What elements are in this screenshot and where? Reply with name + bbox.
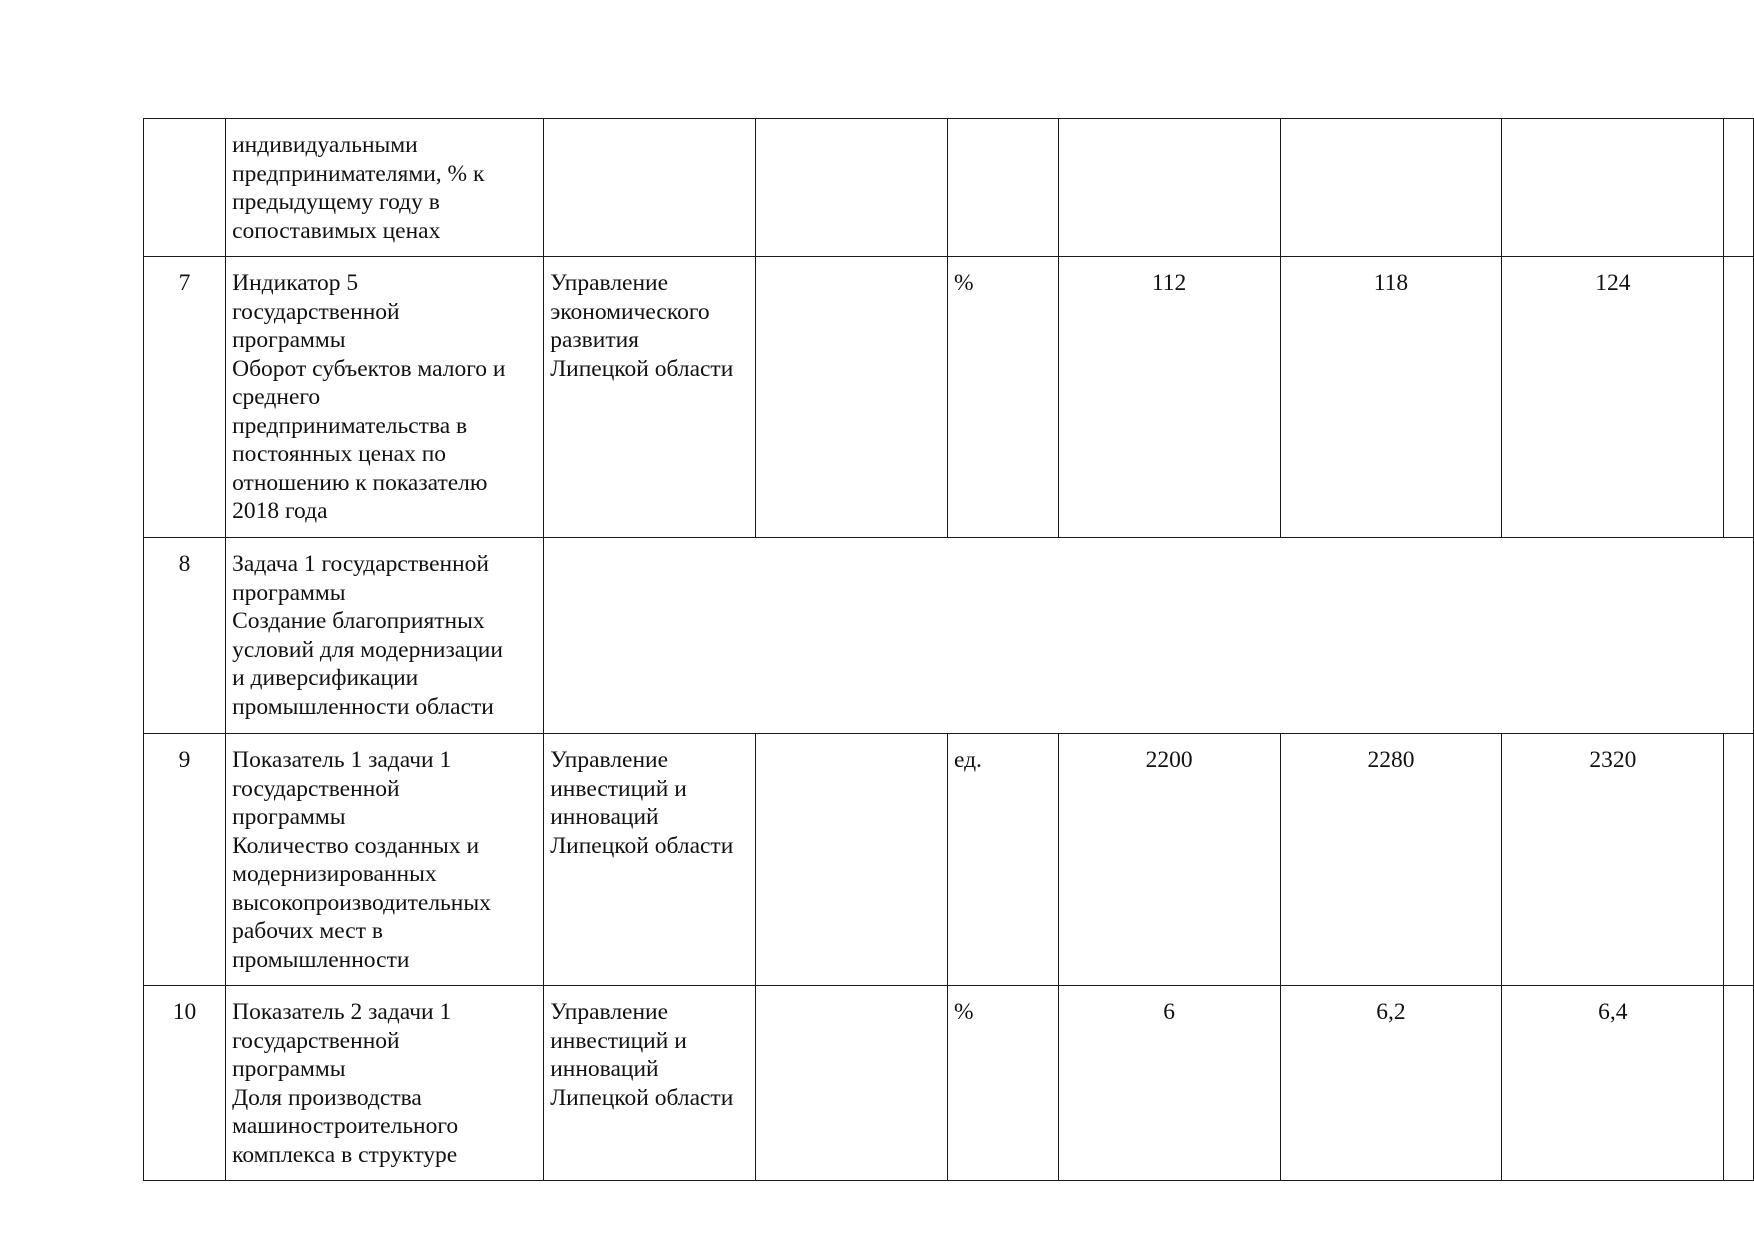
cut-off-cell	[1724, 119, 1754, 257]
value-cell-2	[1280, 119, 1502, 257]
row-number-cell: 8	[144, 538, 226, 734]
value-cell-2: 2280	[1280, 734, 1502, 986]
value-cell-2: 6,2	[1280, 986, 1502, 1181]
blank-cell	[756, 986, 948, 1181]
indicators-table	[143, 118, 1754, 1181]
value-cell-1: 112	[1058, 257, 1280, 538]
merged-empty-cell	[544, 538, 1754, 734]
task-name-cell: Задача 1 государственной программы Создание благоприятных условий для модернизации и диверсификации промышленности области	[226, 538, 544, 734]
indicator-name-cell: Показатель 2 задачи 1 государственной программы Доля производства машиностроительного комплекса в структуре	[226, 986, 544, 1181]
row-number-cell: 9	[144, 734, 226, 986]
value-cell-3: 124	[1502, 257, 1724, 538]
value-cell-1	[1058, 119, 1280, 257]
row-number-cell: 10	[144, 986, 226, 1181]
row-number-cell	[144, 119, 226, 257]
blank-cell	[756, 734, 948, 986]
unit-cell: ед.	[947, 734, 1058, 986]
responsible-cell: Управление инвестиций и инноваций Липецкой области	[544, 734, 756, 986]
indicator-name-cell: Индикатор 5 государственной программы Оборот субъектов малого и среднего предпринимательства в постоянных ценах по отношению к показателю 2018 года	[226, 257, 544, 538]
table-row	[144, 257, 1754, 538]
responsible-cell: Управление экономического развития Липецкой области	[544, 257, 756, 538]
indicator-name-cell: Показатель 1 задачи 1 государственной программы Количество созданных и модернизированных высокопроизводительных рабочих мест в промышленности	[226, 734, 544, 986]
value-cell-1: 6	[1058, 986, 1280, 1181]
value-cell-1: 2200	[1058, 734, 1280, 986]
value-cell-2: 118	[1280, 257, 1502, 538]
blank-cell	[756, 257, 948, 538]
value-cell-3: 2320	[1502, 734, 1724, 986]
cut-off-cell	[1724, 257, 1754, 538]
table-row	[144, 538, 1754, 734]
unit-cell: %	[947, 986, 1058, 1181]
blank-cell	[756, 119, 948, 257]
row-number-cell: 7	[144, 257, 226, 538]
table-row	[144, 734, 1754, 986]
value-cell-3: 6,4	[1502, 986, 1724, 1181]
cut-off-cell	[1724, 734, 1754, 986]
unit-cell: %	[947, 257, 1058, 538]
indicator-name-cell: индивидуальными предпринимателями, % к предыдущему году в сопоставимых ценах	[226, 119, 544, 257]
responsible-cell: Управление инвестиций и инноваций Липецкой области	[544, 986, 756, 1181]
value-cell-3	[1502, 119, 1724, 257]
cut-off-cell	[1724, 986, 1754, 1181]
table-row	[144, 119, 1754, 257]
responsible-cell	[544, 119, 756, 257]
unit-cell	[947, 119, 1058, 257]
table-row	[144, 986, 1754, 1181]
